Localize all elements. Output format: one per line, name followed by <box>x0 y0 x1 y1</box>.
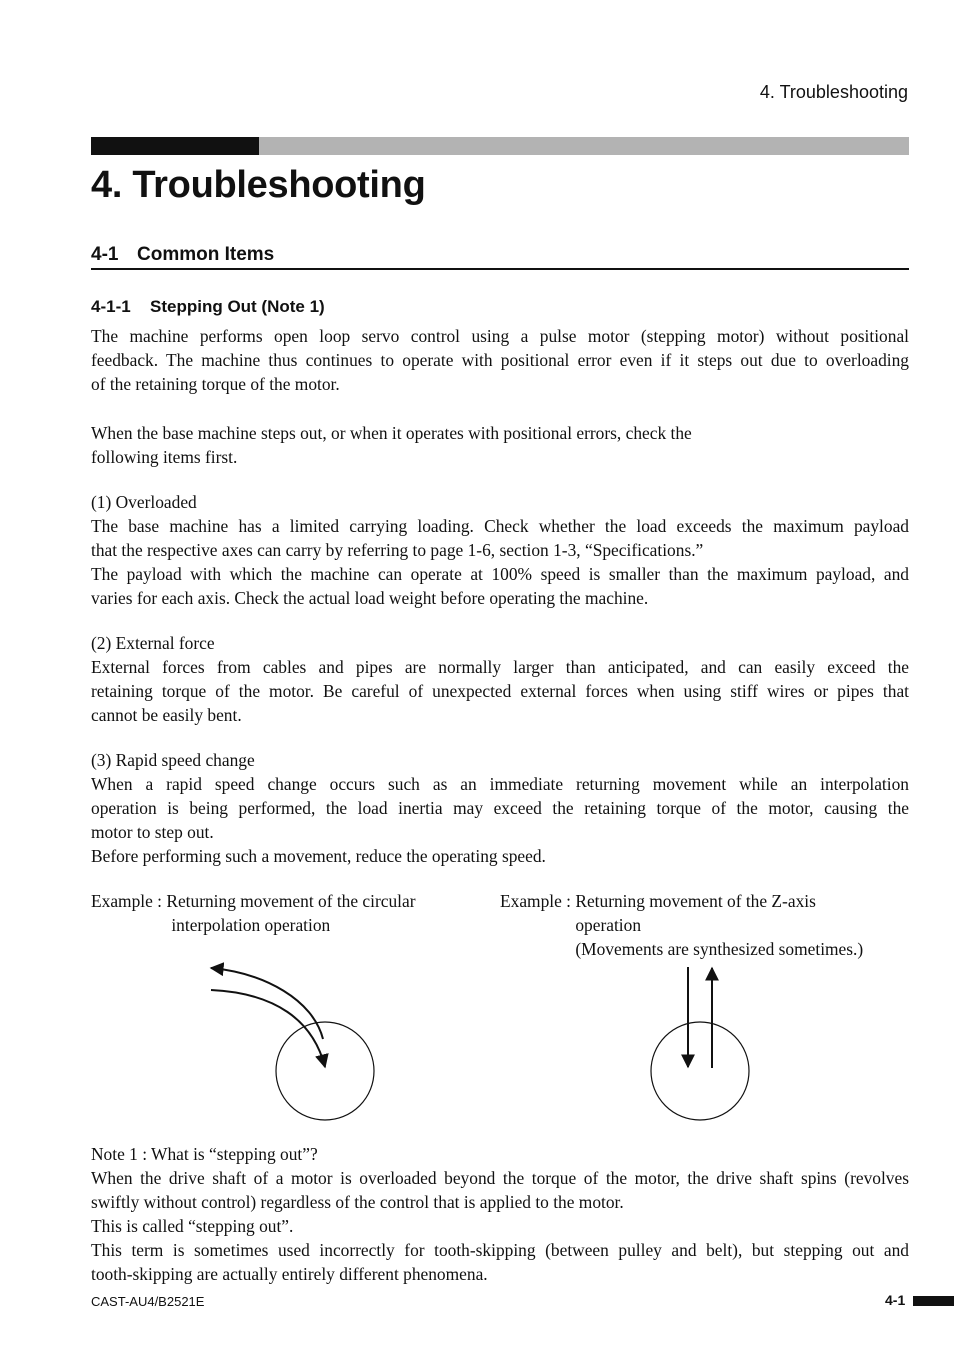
motor-circle <box>276 1022 374 1120</box>
paragraph-line: cannot be easily bent. <box>91 705 242 725</box>
paragraph-line: retaining torque of the motor. Be careful of unexpected external forces when using stiff wires or pipes that <box>91 681 909 701</box>
paragraph-line: When the drive shaft of a motor is overloaded beyond the torque of the motor, the drive shaft spins (revolves <box>91 1168 909 1188</box>
circular-interpolation-diagram <box>195 955 395 1125</box>
example-caption-line: operation <box>575 915 642 935</box>
paragraph-line: The machine performs open loop servo control using a pulse motor (stepping motor) without positional <box>91 326 909 346</box>
chapter-title-bar <box>91 137 909 155</box>
example-circular <box>91 889 416 937</box>
intro-paragraph <box>91 324 909 396</box>
example-caption-line: Returning movement of the Z-axis <box>575 891 816 911</box>
outgoing-path-arrow <box>211 990 325 1067</box>
paragraph-line: When a rapid speed change occurs such as an immediate returning movement while an interpolation <box>91 774 909 794</box>
item-heading: (1) Overloaded <box>91 492 197 512</box>
subsection-heading <box>91 297 325 317</box>
paragraph-line: This is called “stepping out”. <box>91 1216 294 1236</box>
section-title: Common Items <box>137 244 275 265</box>
paragraph-line: This term is sometimes used incorrectly for tooth-skipping (between pulley and belt), but stepping out and <box>91 1240 909 1260</box>
subsection-title: Stepping Out (Note 1) <box>150 297 325 316</box>
subsection-number: 4-1-1 <box>91 297 131 316</box>
paragraph-line: feedback. The machine thus continues to operate with positional error even if it steps out due to overloading <box>91 350 909 370</box>
paragraph-line: tooth-skipping are actually entirely different phenomena. <box>91 1264 488 1284</box>
item-heading: (3) Rapid speed change <box>91 750 255 770</box>
page-number-bar <box>913 1296 954 1306</box>
paragraph-line: motor to step out. <box>91 822 214 842</box>
paragraph-line: When the base machine steps out, or when it operates with positional errors, check the <box>91 423 692 443</box>
note-heading: Note 1 : What is “stepping out”? <box>91 1144 318 1164</box>
page-number: 4-1 <box>885 1292 906 1308</box>
z-axis-movement-diagram <box>640 955 760 1125</box>
example-caption-line: Returning movement of the circular <box>166 891 416 911</box>
check-intro-paragraph <box>91 421 909 469</box>
example-z-axis <box>500 889 863 961</box>
chapter-title-bar-accent <box>91 137 259 155</box>
example-label: Example : <box>500 891 576 911</box>
example-caption-line: interpolation operation <box>171 915 331 935</box>
paragraph-line: External forces from cables and pipes are normally larger than anticipated, and can easily exceed the <box>91 657 909 677</box>
example-caption-line: (Movements are synthesized sometimes.) <box>575 939 864 959</box>
paragraph-line: following items first. <box>91 447 238 467</box>
paragraph-line: that the respective axes can carry by referring to page 1-6, section 1-3, “Specifications.” <box>91 540 704 560</box>
note-stepping-out <box>91 1142 909 1286</box>
paragraph-line: The payload with which the machine can operate at 100% speed is smaller than the maximum payload, and <box>91 564 909 584</box>
section-heading <box>91 244 909 270</box>
motor-circle <box>651 1022 749 1120</box>
item-overloaded <box>91 490 909 610</box>
item-external-force <box>91 631 909 727</box>
paragraph-line: The base machine has a limited carrying loading. Check whether the load exceeds the maximum payload <box>91 516 909 536</box>
example-label: Example : <box>91 891 167 911</box>
section-number: 4-1 <box>91 244 119 265</box>
chapter-title: 4. Troubleshooting <box>91 164 426 206</box>
paragraph-line: varies for each axis. Check the actual load weight before operating the machine. <box>91 588 649 608</box>
running-header: 4. Troubleshooting <box>759 82 908 102</box>
document-code: CAST-AU4/B2521E <box>91 1294 205 1309</box>
paragraph-line: of the retaining torque of the motor. <box>91 374 340 394</box>
paragraph-line: swiftly without control) regardless of the control that is applied to the motor. <box>91 1192 624 1212</box>
item-heading: (2) External force <box>91 633 215 653</box>
paragraph-line: operation is being performed, the load inertia may exceed the retaining torque of the motor, causing the <box>91 798 909 818</box>
paragraph-line: Before performing such a movement, reduce the operating speed. <box>91 846 546 866</box>
item-rapid-speed-change <box>91 748 909 868</box>
